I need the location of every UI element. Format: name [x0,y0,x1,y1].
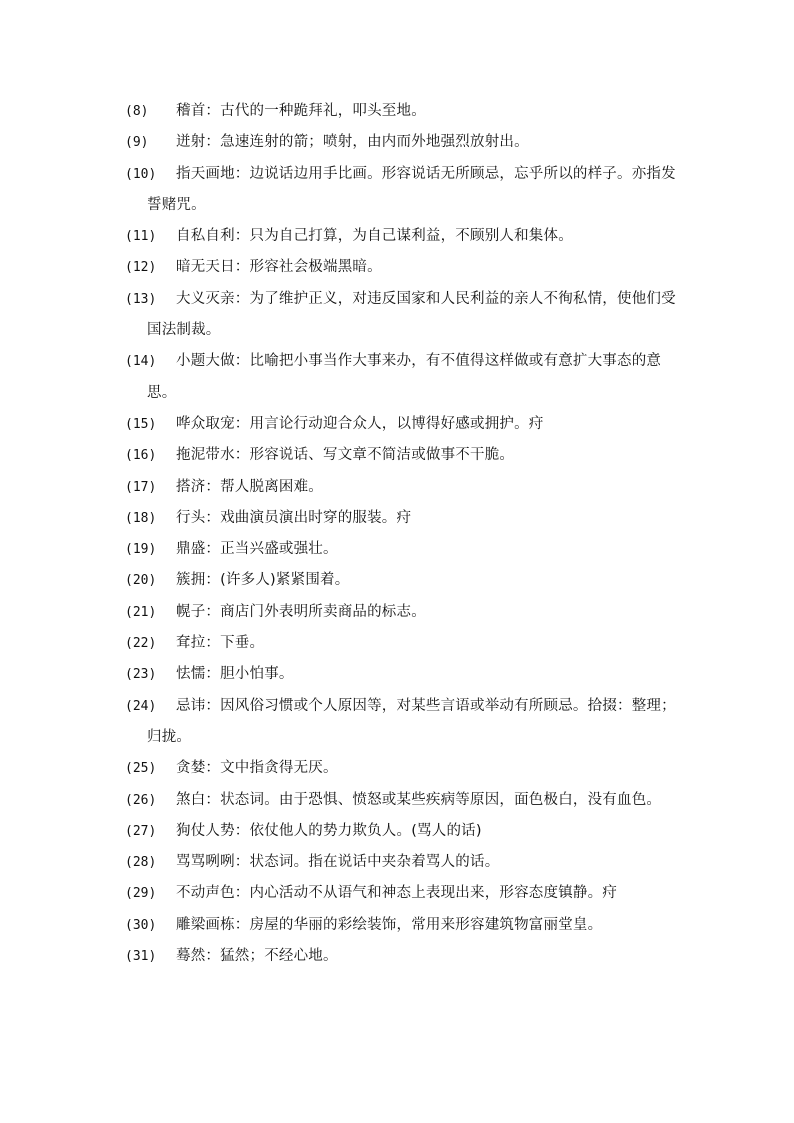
entry-number: (22) [125,636,157,652]
vocabulary-entry [125,534,685,565]
vocabulary-entry [125,565,685,596]
entry-definition: 簇拥：(许多人)紧紧围着。 [176,572,350,589]
entry-number: (13) [125,291,157,307]
entry-number: (15) [125,416,157,432]
vocabulary-entry [125,878,685,909]
entry-number: (14) [125,354,157,370]
vocabulary-entry [125,503,685,534]
vocabulary-entry [125,409,685,440]
vocabulary-entry [125,252,685,283]
entry-number: (9) [125,135,149,151]
vocabulary-entry [125,941,685,972]
entry-number: (16) [125,448,157,464]
entry-definition: 行头：戏曲演员演出时穿的服装。疛 [176,509,412,526]
entry-definition: 蓦然：猛然；不经心地。 [176,948,338,965]
vocabulary-entry [125,127,685,158]
entry-number: (30) [125,917,157,933]
vocabulary-list [125,96,685,972]
vocabulary-entry [125,472,685,503]
entry-number: (23) [125,667,157,683]
entry-definition: 鼎盛：正当兴盛或强壮。 [176,541,338,558]
entry-number: (8) [125,104,149,119]
entry-definition: 雕梁画栋：房屋的华丽的彩绘装饰，常用来形容建筑物富丽堂皇。 [176,916,603,933]
entry-number: (17) [125,479,157,495]
entry-definition: 耷拉：下垂。 [176,635,265,652]
entry-definition: 小题大做：比喻把小事当作大事来办，有不值得这样做或有意扩大事态的意思。 [147,353,662,401]
entry-number: (20) [125,573,157,589]
entry-definition: 拖泥带水：形容说话、写文章不简洁或做事不干脆。 [176,447,515,464]
vocabulary-entry [125,816,685,847]
entry-definition: 不动声色：内心活动不从语气和神态上表现出来，形容态度镇静。疛 [176,885,617,902]
entry-definition: 狗仗人势：依仗他人的势力欺负人。(骂人的话) [176,822,482,839]
vocabulary-entry [125,659,685,690]
entry-number: (27) [125,823,157,839]
vocabulary-entry [125,96,685,127]
vocabulary-entry [125,847,685,878]
entry-definition: 幌子：商店门外表明所卖商品的标志。 [176,603,426,620]
entry-definition: 哗众取宠：用言论行动迎合众人，以博得好感或拥护。疛 [176,415,544,432]
entry-definition: 搭济：帮人脱离困难。 [176,478,323,495]
entry-number: (25) [125,761,157,777]
vocabulary-entry [125,910,685,941]
entry-number: (31) [125,949,157,965]
entry-definition: 怯懦：胆小怕事。 [176,666,294,683]
entry-number: (24) [125,698,157,714]
vocabulary-entry [125,221,685,252]
entry-number: (26) [125,792,157,808]
entry-number: (21) [125,604,157,620]
entry-definition: 大义灭亲：为了维护正义，对违反国家和人民利益的亲人不徇私情，使他们受国法制裁。 [147,290,676,339]
vocabulary-entry [125,597,685,628]
entry-definition: 暗无天日：形容社会极端黑暗。 [176,259,382,276]
vocabulary-entry [125,753,685,784]
entry-number: (19) [125,542,157,558]
vocabulary-entry [125,628,685,659]
entry-number: (18) [125,510,157,526]
entry-definition: 煞白：状态词。由于恐惧、愤怒或某些疾病等原因，面色极白，没有血色。 [176,791,662,808]
entry-number: (12) [125,260,157,276]
entry-number: (29) [125,886,157,902]
entry-definition: 自私自利：只为自己打算，为自己谋利益，不顾别人和集体。 [176,228,573,245]
entry-definition: 迸射：急速连射的箭；喷射，由内而外地强烈放射出。 [176,134,529,151]
vocabulary-entry [125,440,685,471]
entry-number: (28) [125,855,157,871]
entry-number: (11) [125,229,157,245]
vocabulary-entry [125,785,685,816]
entry-definition: 贪婪：文中指贪得无厌。 [176,760,338,777]
vocabulary-entry [125,159,685,222]
entry-definition: 指天画地：边说话边用手比画。形容说话无所顾忌，忘乎所以的样子。亦指发誓赌咒。 [147,165,676,213]
vocabulary-entry [125,346,685,409]
entry-definition: 稽首：古代的一种跪拜礼，叩头至地。 [176,103,426,119]
vocabulary-entry [125,284,685,347]
entry-definition: 忌讳：因风俗习惯或个人原因等，对某些言语或举动有所顾忌。拾掇：整理；归拢。 [147,697,676,745]
entry-number: (10) [125,166,157,182]
vocabulary-entry [125,691,685,754]
entry-definition: 骂骂咧咧：状态词。指在说话中夹杂着骂人的话。 [176,854,500,871]
